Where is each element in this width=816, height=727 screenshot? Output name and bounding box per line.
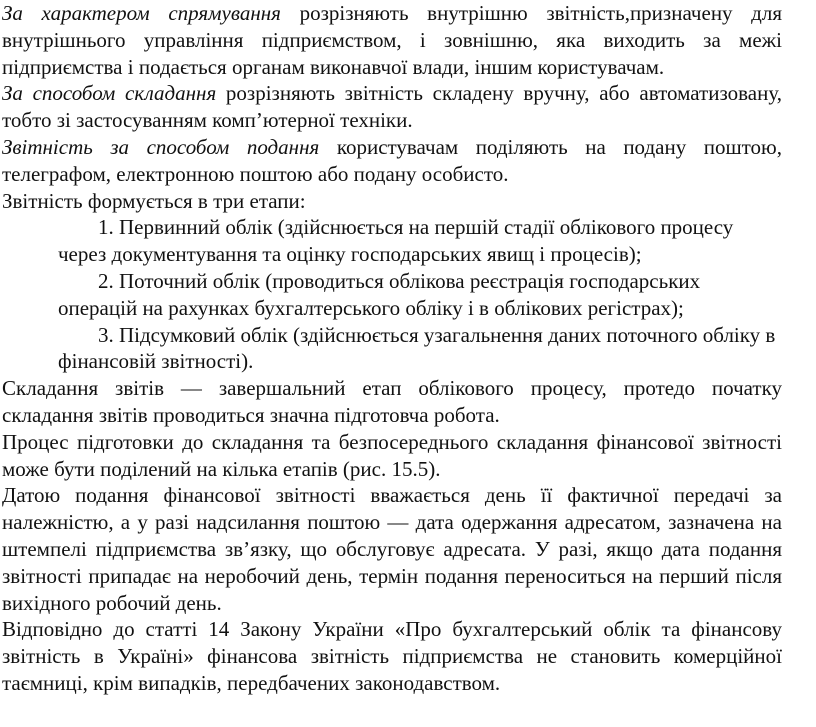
paragraph-lead-italic: За способом складання xyxy=(2,81,217,106)
paragraph-lead-italic: За характером спрямування xyxy=(2,1,281,25)
paragraph-text: розрізняють внутрішню звітність,призначену для внутрішнього управління підприємством, і зовнішню, яка виходить за межі підприємства і подається органам виконавчої влади, іншим користувачам. xyxy=(2,1,782,79)
list-item xyxy=(2,268,782,322)
list-item xyxy=(2,322,782,376)
stages-list xyxy=(2,214,782,375)
document-page xyxy=(2,0,782,697)
paragraph-compilation-stage: Складання звітів — завершальний етап облікового процесу, протедо початку складання звітів проводиться значна підготовча робота. xyxy=(2,376,782,427)
list-item-number: 2. xyxy=(98,268,114,293)
list-item-text: Поточний облік (проводиться облікова реєстрація господарських операцій на рахунках бухгалтерського обліку і в облікових регістрах); xyxy=(58,268,701,320)
paragraph-lead-italic: Звітність за способом подання xyxy=(2,134,320,159)
paragraph-law-reference: Відповідно до статті 14 Закону України «Про бухгалтерський облік та фінансову звітність в Україні» фінансова звітність підприємства не становить комерційної таємниці, крім випадків, передбачених законодавством. xyxy=(2,617,782,695)
paragraph-preparation-process: Процес підготовки до складання та безпосереднього складання фінансової звітності може бути поділений на кілька етапів (рис. 15.5). xyxy=(2,429,782,481)
paragraph-by-direction xyxy=(2,0,782,80)
list-item-text: Підсумковий облік (здійснюється узагальнення даних поточного обліку в фінансовій звітності). xyxy=(58,322,776,374)
list-item xyxy=(2,214,782,268)
list-item-number: 1. xyxy=(98,215,114,240)
paragraph-by-compilation xyxy=(2,80,782,134)
list-item-number: 3. xyxy=(98,322,114,347)
list-item-text: Первинний облік (здійснюється на першій стадії облікового процесу через документування та оцінку господарських явищ і процесів); xyxy=(58,215,734,267)
paragraph-text: розрізняють звітність складену вручну, або автоматизовану, тобто зі застосуванням комп’ютерної техніки. xyxy=(2,81,782,133)
paragraph-by-submission xyxy=(2,134,782,188)
paragraph-text: користувачам поділяють на подану поштою, телеграфом, електронною поштою або подану особисто. xyxy=(2,134,782,186)
paragraph-stages-intro: Звітність формується в три етапи: xyxy=(2,188,306,213)
paragraph-submission-date: Датою подання фінансової звітності вважається день її фактичної передачі за належністю, а у разі надсилання поштою — дата одержання адресатом, зазначена на штемпелі підприємства зв’язку, що обслуговує адресата. У разі, якщо дата подання звітності припадає на неробочий день, термін подання переноситься на перший після вихідного робочий день. xyxy=(2,483,782,615)
